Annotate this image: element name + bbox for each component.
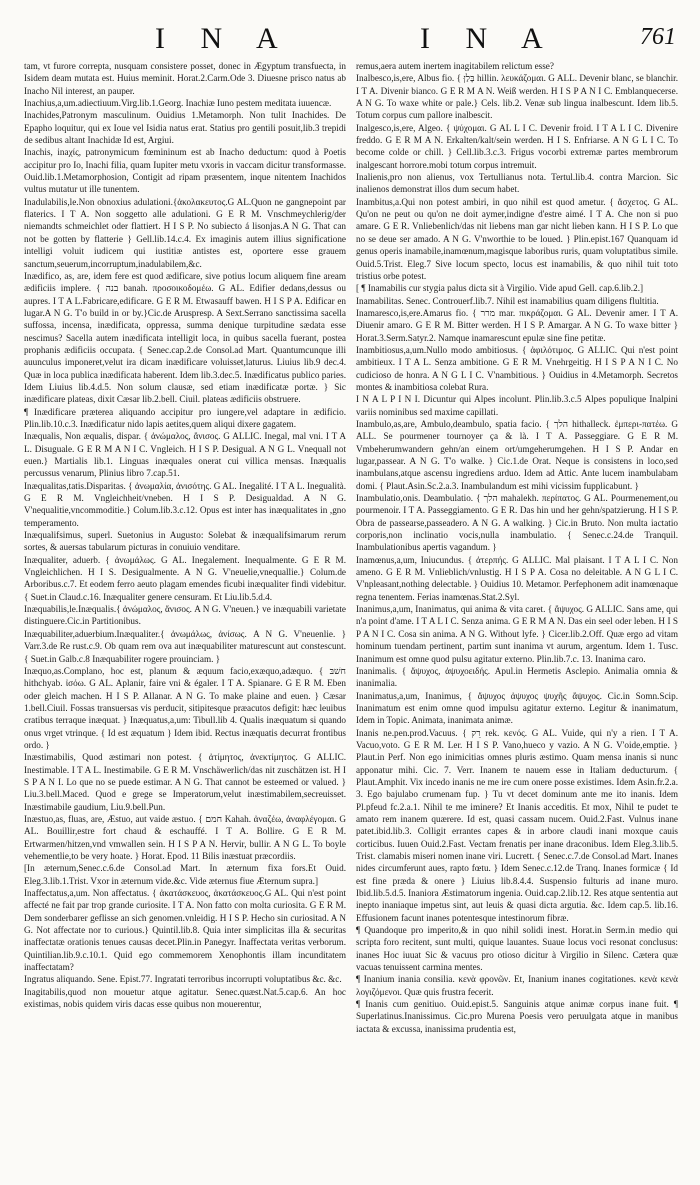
running-head-right: I N A <box>420 22 557 55</box>
right-column <box>356 60 678 1175</box>
right-column-text: remus,aera autem inertem inagitabilem relictum esse? Inalbesco,is,ere, Albus fio. { בָּלַןּ hillin. λευκάζομαι. G ALL. Devenir blanc, se blanchir. I T A. Divenir bianco. G E R M A N. Weiß werden. H I S P A N I C. Emblanquecerse. A N G. To waxe white or pale.} Cels. lib.2. Venæ sub lingua inalbescunt. Idem lib.5. Totum corpus cum pallore inalbescit. Inalgesco,is,ere, Algeo. { ψύχομαι. G AL L I C. Devenir froid. I T A L I C. Divenire freddo. G E R M A N. Erkalten/kalt/sein werden. H I S. Enfriarse. A N G L I C. To become colde or chill. } Cell.lib.3.c.3. Frigus vocorbi extremæ partes membrorum inalgescant horrore.mobi totum corpus intremuit. Inalienis,pro non alienus, vox Tertullianus nota. Tertul.lib.4. contra Marcion. Sic inalienos demonstrat illos dum secum habet. Inambitus,a.Qui non potest ambiri, in quo nihil est quod ametur. { ἄσχετος. G AL. Qu'on ne peut ou qu'on ne doit aymer,indigne d'estre aimé. I T A. Che non si puo amare. G E R. Vnliebenlich/das nit liebens man gar nicht lieben kann. H I S P. Lo que no se deue ser amado. A N G. V'nworthie to be loued. } Plin.epist.167 Quanquam id genus operis inamabile,inamœnum,magisque laboribus ruris, quam voluptatibus simile. Ouid.5.Trist. Eleg.7 Sive locum specto, locus est inamabilis, & quo nihil tuit toto tristius orbe potest. [ ¶ Inamabilis cur stygia palus dicta sit à Virgilio. Vide apud Gell. cap.6.lib.2.] Inamabilitas. Senec. Controuerf.lib.7. Nihil est inamabilius quam diligens flultitia. Inamaresco,is,ere.Amarus fio. { מרר mar. πικράζομαι. G AL. Devenir amer. I T A. Diuenir amaro. G E R M. Bitter werden. H I S P. Amargar. A N G. To waxe bitter } Horat.3.Serm.Satyr.2. Namque inamarescunt epulæ sine fine petitæ. Inambitiosus,a,um.Nullo modo ambitiosus. { ἀφιλότιμος. G ALLIC. Qui n'est point ambitieux. I T A L. Senza ambitione. G E R M. Vnehrgeitig. H I S P A N I C. No cudicioso de honra. A N G L I C. V'nambitious. } Ouidius in 4.Metamorph. Secretos montes & inambitiosa colebat Rura. I N A L P I N I. Dicuntur qui Alpes incolunt. Plin.lib.3.c.5 Alpes populique Inalpini variis nominibus sed maxime capillati. Inambulo,as,are, Ambulo,deambulo, spatia facio. { הלך hithalleck. ἐμπερι-πατέω. G ALL. Se pourmener tournoyer ça & là. I T A. Passeggiare. G E R M. Vmbeherumwandern gehn/an einem ort/umgeherumgehen. H I S P. Andar en lugar,passear. A N G. T'o walke. } Cic.1.de Orat. Neque is consistens in loco,sed inambulans,atque ascensu ingrediens arduo. Idem ad Attic. Ante lucem inambulabam domi. { Plaut.Asin.Sc.2.a.3. Inambulandum est mihi vicissim fupplicabunt. } Inambulatio,onis. Deambulatio. { הלך mahalekh. περίπατος. G AL. Pourmenement,ou pourmenoir. I T A. Passeggiamento. G E R. Das hin und her gehn/spatzierung. H I S P. Obra de passearse,passeadero. A N G. A walking. } Cic.in Bruto. Non multa iactatio corporis,non inclinatio vocis,nulla inambulatio. { Senec.c.24.de Tranquil. Inambulationibus apertis vagandum. } Inamœnus,a,um, Iniucundus. { ἀτερπής. G ALLIC. Mal plaisant. I T A L I C. Non ameno. G E R M. Vnlieblich/vnlustig. H I S P A. Cosa no deleitable. A N G L I C. V'npleasant,nothing delectable. } Ouidius 10. Metamor. Perfephonem adit inamœnaque regna tenentem. Ferias inamœnas.Stat.2.Syl. Inanimus,a,um, Inanimatus, qui anima & vita caret. { ἄψυχος. G ALLIC. Sans ame, qui n'a point d'ame. I T A L I C. Senza anima. G E R M A N. Das ein seel oder leben. H I S P A N I C. Cosa sin anima. A N G. Without lyfe. } Cicer.lib.2.Off. Quæ ergo ad vitam hominum tuendam pertinent, partim sunt inanima vt aurum, argentum. Idem 1. Tusc. Inanimum est omne quod pulsu agitatur externo. Plin.lib.7.c. 13. Inanima caro. Inanimalis. { ἄψυχος, ἀψυχοειδής. Apul.in Hermetis Asclepio. Animalia omnia & inanimalia. Inanimatus,a,um, Inanimus, { ἄψυχος ἀψυχος ψυχῆς ἄψυχος. Cic.in Somn.Scip. Inanimatum est enim omne quod impulsu agitatur externo. Legitur & inanimatum, Idem in Topic. Animata, inanimata animæ. Inanis ne.pen.prod.Vacuus. { רֵק rek. κενός. G AL. Vuide, qui n'y a rien. I T A. Vacuo,voto. G E R M. Ler. H I S P. Vano,hueco y vazio. A N G. V'oide,emptie. } Plaut.in Perf. Non ego inimicitias omnes pluris æstimo. Quam mensa inanis si nunc apponatur mihi. Cic. 7. Verr. Inanem te nauem esse in Italiam deducturum. { Plaut.Amphit. Vix incedo inanis ne me ire cum onere posse existimes. Idem Asin.fr.2.a. 3. Ego bajulabo crumenam fup. } Tu vt decet dominum ante me ito inanis. Idem Pl.pfeud fc.2.a.1. Nihil te me iminere? Et Inanis acceditis. Et mox, Nihil te pudet te amato rem inanem quærere. Id est, quasi cassam nucem. Ouid.2.Fast. Vulnus inane patet.ibid.lib.3. Colligit errantes capes & in arbore claudi inani moxque cauis corticibus. Iuuen Ouid.2.Fast. Vectam frenatis per inane draconibus. Idem Eleg.3.lib.5. Trist. clamabis miseri nomen inane viri. Lucrett. { Senec.c.7.de Consol.ad Mart. Inanes nides circumferunt aues, rapto fœtu. } Idem Senec.c.12.de Tranq. Inanes formicæ { Id est fine præda & onere } Liuius lib.8.4.4. Suspensio fulturis ad inane muro. Ibid.lib.5.d.5. Inaniora Æstimatorum ingenia. Ouid.cap.2.lib.12. Res atque sententia aut inepto inaniaque impetus sint, aut leuis & quasi dicta argutia. &c. Idem cap.5. lib.16. Effusionem facunt inanes potentesque intestinorum fibræ. ¶ Quandoque pro imperito,& in quo nihil solidi inest. Horat.in Serm.in medio qui scripta foro recitent, sunt multi, quique lauantes. Suaue locus voci resonat conclusus: inanes Hoc iuuat Sic & vacuus pro otioso dicitur à Virgilio in Silenc. Cætera quæ vacuas tenuissent carmina mentes. ¶ Inanium inania consilia. κενὰ φρονῶν. Et, Inanium inanes cogitationes. κενὰ κενὰ λογιζόμενοι. Quæ quis frustra fecerit. ¶ Inanis cum genitiuo. Ouid.epist.5. Sanguinis atque animæ corpus inane fuit. ¶ Superlatinus.Inanissimus. Cic.pro Murena Poesis vero peruulgata atque in manibus iactata & excussa, inanissima prudentia est, <box>356 61 679 1034</box>
running-head-left: I N A <box>155 22 292 55</box>
left-column <box>24 60 346 1175</box>
left-column-text: tam, vt furore correpta, nusquam consistere posset, donec in Ægyptum transfuectа, in Isidem deam mutata est. Huius meminit. Horat.2.Carm.Ode 3. Diuesne prisco natus ab Inacho Nil interest, an pauper. Inachius,a,um.adiectiuum.Virg.lib.1.Georg. Inachiæ Iuno pestem meditata iuuencæ. Inachides,Patronym masculinum. Ouidius 1.Metamorph. Non tulit Inachides. De Epapho loquitur, qui ex Ioue vel Isidia natus erat. Statius pro gentili posuit,lib.3 trepidi de sedibus altant Inachidæ Id est, Argiui. Inachis, inaχίς, patronymicum fœmininum est ab Inacho deductum: quod à Poetis accipitur pro Io, Inachi filia, quam Iupiter metu vxoris in vaccam dicitur transformasse. Ouid.lib.1.Metamorphosion, Contigit ad ripam præsentem, inque nitentem Inachidos vultus mutatur ut ille tunentem. Inadulabilis,le.Non obnoxius adulationi.{ἀκολακευτος.G AL.Quon ne gangnepoint par flaterics. I T A. Non soggetto alle adulationi. G E R M. Vnschmeychlerig/der niemandts schmeichlet oder flattiert. H I S P. No subiecto á lisonjas.A N G. That can not be gotten by flatterie } Gell.lib.14.c.4. Ex imaginis autem illius significatione intelligi voluit iudicem qui iustitiæ antistes est, oportere esse grauem sanctum,seuerum,incorruptum,inadulabilem,&c. Inædifico, as, are, idem fere est quod ædificare, sive potius locum aliquem fine aream ædificiis implere. { בנה banah. προσοικοδομέω. G AL. Edifier dedans,dessus ou aupres. I T A L.Fabricare,edificare. G E R M. Etwasauff bawen. H I S P A. Edificar en lugar.A N G. T'o build in or by.}Cic.de Aruspresp. A Sext.Serrano sanctissima sacella suffossa, incensa, inædificata, oppressa, summa denique turpitudine sædata esse nescimus? Sacella autem inædificata intelligit loca, in quibus sacella fuerant, postea prophanis ædificiis occupata. { Senec.cap.2.de Consol.ad Mart. Quantumcunque illi auunculus imponeret,velut ira dicam inædificare voluisset,laturus. Liuius lib.9 dec.4. Quæ in loca publica inædificata haberent. Idem lib.3.dec.5. Inædificatus publico paries. Idem Liuius lib.4.d.5. Non solum clausæ, sed etiam inædificatæ portæ. } Sic inædificare plateas, dixit Cæsar lib.2.bell. Ciuil. plateas ædificiis obstruere. ¶ Inædificare præterea aliquando accipitur pro iungere,vel adaptare in ædificio. Plin.lib.10.c.3. Inædificatur nido lapis aetites,quem aliqui dixere gagatem. Inæqualis, Non æqualis, dispar. { ἀνώμαλος, ἄνισος. G ALLIC. Inegal, mal vni. I T A L. Disuguale. G E R M A N I C. Vngleich. H I S P. Desigual. A N G L. Vnequall not euen.} Martialis lib.1. Linguas inæquales onerat cui villica mensas. Inæqualis percussus venarum, Plinius libro 7.cap.51. Inæqualitas,tatis.Disparitas. { ἀνωμαλία, ἀνισότης. G AL. Inegalité. I T A L. Inegualità. G E R M. Vngleichheit/vneben. H I S P. Desigualdad. A N G. V'nequalitie,vncommoditie.} Colum.lib.3.c.12. Opus est inter has inæqualitates in ,gno temperamento. Inæqualifsimus, superl. Suetonius in Augusto: Solebat & inæqualifsimarum rerum sortes, & auersas tabularum picturas in conuiuio venditare. Inæqualiter, aduerb. { ἀνωμάλως. G AL. Inegalement. Inequalmente. G E R M. Vngleichlichen. H I S. Desigualmente. A N G. V'neuelie,vnequallie.} Colum.de Arboribus.c.7. Et eodem ferro aeuto plagam emendes ficubi inæqualiter findi videbitur. { Suet.in Claud.c.16. Inæqualiter genere censuram. Et Liu.lib.5.d.4. Inæquabilis,le.Inæqualis.{ ἀνώμαλος, ἄνισος. A N G. V'neuen.} ve inæquabili varietate distinguere.Cic.in Partitionibus. Inæquabiliter,aduerbium.Inæqualiter.{ ἀνωμάλως, ἀνίσως. A N G. V'neuenlie. } Varr.3.de Re rust.c.9. Ob quam rem ova aut inæquabiliter maturescunt aut constescunt. { Suet.in Galb.c.8 Inæquabiliter rogere prouinciam. } Inæquo,as.Complano, hoc est, planum & æquum facio,exæquo,adæquo. { חשׁבּ hithchyab. ἰσόω. G AL. Aplanir, faire vni & égaler. I T A. Spianare. G E R M. Eben oder gleich machen. H I S P. Allanar. A N G. To make plaine and euen. } Cæsar 1.bell.Ciuil. Fossas transuersas vis perducit, sitipitesque præacutos defigit: hæc leuibus cratibus terraque inæquat. } Inæquatus,a,um: Tibull.lib 4. Qualis inæquatum si quando onus vrget vtrinque. { Id est æquatum } Idem ibid. Rectus inæquatis decurrat frontibus ordo. } Inæstimabilis, Quod æstimari non potest. { ἀτίμητος, ἀνεκτίμητος. G ALLIC. Inestimable. I T A L. Inestimabile. G E R M. Vnschäwerlich/das nit zuschätzen ist. H I S P A N I. Lo que no se puede estimar. A N G. That cannot be esteemed or valued. } Liu.3.bell.Maced. Quod e grege se Imperatorum,velut inæstimabilem,secreuisset. Inæstimabile gaudium, Liu.9.bell.Pun. Inæstuo,as, fluas, are, Æstuo, aut vaide æstuo. { חמם Kahah. ἀναζέω, ἀναφλέγομαι. G AL. Bouillir,estre fort chaud & eschauffé. I T A. Bollire. G E R M. Ertwarmen/hitzen,vnd vmwallen sein. H I S P A N. Hervir, bullir. A N G L. To boyle vehementlie,to be very hoate. } Horat. Epod. 11 Bilis inæstuat præcordiis. [In æternum,Senec.c.6.de Consol.ad Mart. In æternum fixa fors.Et Ouid. Eleg.3.lib.1.Trist. Vxor in æternum vide.&c. Vide æternus fiue Æternum supra.] Inaffectatus,a,um. Non affectatus. { ἀκατάσκευος, ἀκατάσκευος.G AL. Qui n'est point affecté ne fait par trop grande curiosite. I T A. Non fatto con molta curiosita. G E R M. Dem sonderbarer geflisse an sich genomen.vnleidig. H I S P. Hecho sin curiositad. A N G. Not affectate nor to curious.} Quintil.lib.8. Quia inter simplicitas illa & securitas inaffectatæ orationis tenues causas decet.Plin.in Panegyr. Inaffectata veritas verborum. Quintilian.lib.9.c.10.1. Quid ego commemorem Xenophontis illam incunditatem inaffectatam? Ingratus aliquando. Sene. Epist.77. Ingratati terroribus incorrupti voluptatibus &c. &c. Inagitabilis,quod non mouetur atque agitatur. Senec.quæst.Nat.5.cap.6. An hoc existimas, nobis quidem viris dacas esse quibus non mouerentur, <box>24 61 346 1010</box>
page-number: 761 <box>640 24 676 50</box>
page-header <box>0 22 700 58</box>
